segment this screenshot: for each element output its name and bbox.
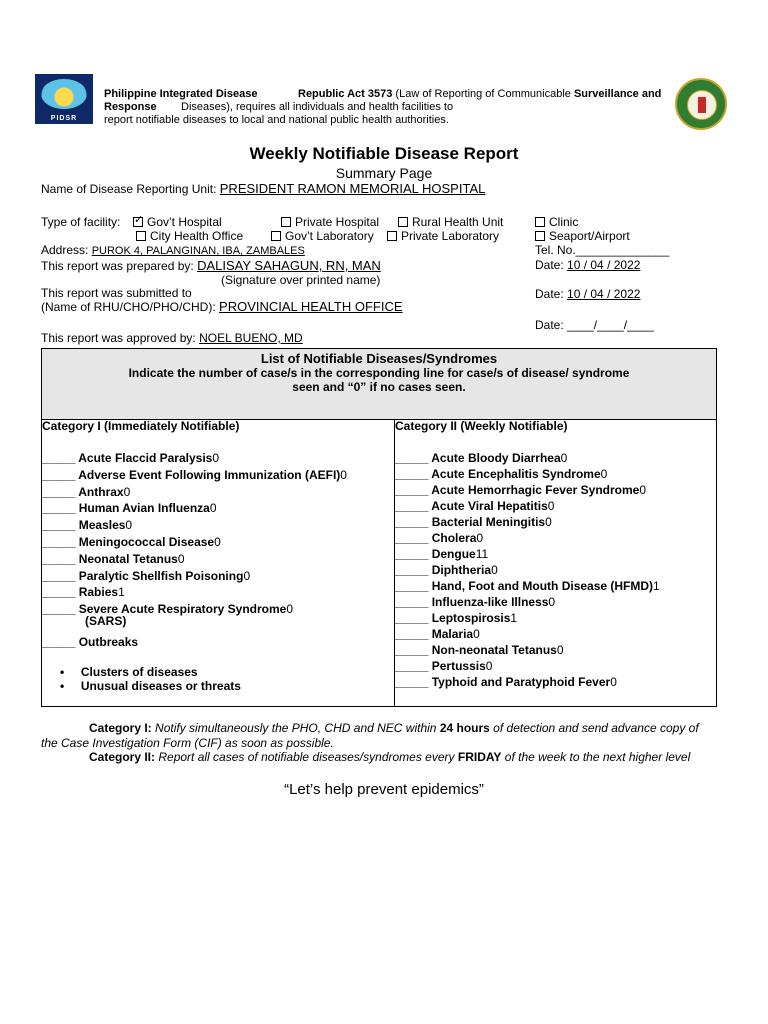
facility-private-laboratory[interactable] bbox=[387, 229, 499, 243]
doh-seal-icon bbox=[675, 78, 727, 130]
checkbox-icon[interactable] bbox=[136, 231, 146, 241]
disease-name: Dengue bbox=[431, 547, 476, 561]
case-count-blank[interactable]: _____ bbox=[395, 659, 429, 673]
case-count-blank[interactable]: _____ bbox=[395, 499, 429, 513]
prepared-by bbox=[41, 258, 381, 273]
case-count: 0 bbox=[123, 484, 131, 499]
disease-name: Rabies bbox=[78, 585, 119, 600]
submitted-to bbox=[41, 299, 403, 314]
disease-name: Neonatal Tetanus bbox=[78, 551, 178, 566]
pidsr-logo bbox=[35, 74, 93, 124]
prepared-by-label: This report was prepared by: bbox=[41, 259, 194, 273]
disease-name: Paralytic Shellfish Poisoning bbox=[78, 568, 244, 583]
outbreaks-blank[interactable]: _____ bbox=[42, 635, 76, 649]
date-submitted bbox=[535, 287, 640, 301]
category-2-note-label: Category II: bbox=[89, 750, 156, 764]
disease-name: Human Avian Influenza bbox=[78, 501, 210, 516]
case-count: 0 bbox=[212, 451, 220, 465]
case-count: 0 bbox=[639, 483, 647, 497]
disease-name: Acute Encephalitis Syndrome bbox=[431, 467, 601, 481]
case-count-blank[interactable]: _____ bbox=[395, 595, 429, 609]
case-count-blank[interactable]: _____ bbox=[395, 451, 429, 465]
approved-by-label: This report was approved by: bbox=[41, 331, 196, 345]
category-2-note-text-c: level bbox=[665, 750, 691, 764]
submitted-line1: This report was submitted to bbox=[41, 286, 192, 300]
disease-row bbox=[42, 535, 221, 549]
case-count-blank[interactable]: _____ bbox=[42, 585, 76, 600]
case-count-blank[interactable]: _____ bbox=[42, 602, 76, 617]
disease-name: Acute Flaccid Paralysis bbox=[78, 451, 213, 465]
reporting-unit-label: Name of Disease Reporting Unit: bbox=[41, 182, 217, 196]
date-prepared bbox=[535, 258, 640, 272]
list-instruction-2: seen and “0” if no cases seen. bbox=[292, 380, 466, 394]
disease-row bbox=[395, 611, 517, 625]
case-count: 0 bbox=[548, 595, 556, 609]
case-count-blank[interactable]: _____ bbox=[42, 484, 76, 499]
case-count: 0 bbox=[610, 675, 617, 689]
submitted-to-value: PROVINCIAL HEALTH OFFICE bbox=[219, 299, 403, 314]
approved-by bbox=[41, 331, 303, 345]
facility-rural-health-unit[interactable] bbox=[398, 215, 503, 229]
case-count: 1 bbox=[653, 579, 660, 593]
disease-name: Bacterial Meningitis bbox=[431, 515, 546, 529]
case-count: 1 bbox=[510, 611, 518, 625]
disease-row bbox=[42, 451, 219, 465]
disease-row bbox=[42, 569, 250, 583]
case-count-blank[interactable]: _____ bbox=[42, 535, 76, 549]
checkbox-icon[interactable] bbox=[387, 231, 397, 241]
bullet-item bbox=[60, 665, 198, 679]
case-count-blank[interactable]: _____ bbox=[395, 563, 429, 577]
reporting-unit bbox=[41, 181, 485, 196]
category-1-note bbox=[41, 721, 711, 751]
law-line3: report notifiable diseases to local and national public health authorities. bbox=[104, 114, 449, 126]
address bbox=[41, 243, 305, 257]
disease-name: Typhoid and Paratyphoid Fever bbox=[431, 675, 611, 689]
bullet-icon: • bbox=[60, 665, 81, 679]
case-count: 0 bbox=[209, 501, 217, 516]
case-count: 0 bbox=[560, 451, 568, 465]
disease-row bbox=[395, 499, 554, 513]
case-count-blank[interactable]: _____ bbox=[42, 467, 76, 482]
case-count: 0 bbox=[556, 643, 564, 657]
disease-row bbox=[395, 595, 555, 609]
disease-name: Leptospirosis bbox=[431, 611, 511, 625]
pidsr-emblem-icon bbox=[41, 79, 87, 109]
case-count-blank[interactable]: _____ bbox=[395, 531, 429, 545]
case-count-blank[interactable]: _____ bbox=[395, 547, 429, 561]
facility-govt-laboratory-label: Gov’t Laboratory bbox=[285, 229, 374, 243]
category-1-note-text-c: copy of the Case Investigation Form (CIF) as soon as possible. bbox=[41, 721, 699, 750]
page-title: Weekly Notifiable Disease Report bbox=[249, 144, 519, 163]
case-count: 0 bbox=[545, 515, 552, 529]
facility-seaport-airport[interactable] bbox=[535, 229, 630, 243]
facility-private-hospital[interactable] bbox=[281, 215, 379, 229]
case-count: 0 bbox=[473, 627, 480, 641]
sars-label: (SARS) bbox=[85, 614, 127, 628]
tel-no: Tel. No.______________ bbox=[535, 243, 670, 257]
disease-name: Non-neonatal Tetanus bbox=[431, 643, 557, 657]
date-prepared-value: 10 / 04 / 2022 bbox=[567, 258, 641, 272]
date-approved-value: ____/____/____ bbox=[567, 318, 654, 332]
disease-row bbox=[395, 563, 498, 577]
checkbox-icon[interactable] bbox=[398, 217, 408, 227]
category-1-note-text-a: Notify simultaneously the PHO, CHD and NEC within bbox=[155, 721, 437, 735]
bullet-item bbox=[60, 679, 241, 693]
disease-row bbox=[395, 515, 552, 529]
facility-seaport-airport-label: Seaport/Airport bbox=[549, 229, 630, 243]
disease-row bbox=[395, 643, 564, 657]
disease-name: Influenza-like Illness bbox=[431, 595, 549, 609]
category-1-note-bold: 24 hours bbox=[439, 721, 490, 735]
case-count-blank[interactable]: _____ bbox=[42, 568, 76, 583]
disease-name: Measles bbox=[78, 518, 126, 533]
facility-clinic-label: Clinic bbox=[549, 215, 579, 229]
case-count-blank[interactable]: _____ bbox=[42, 501, 76, 516]
case-count: 0 bbox=[547, 499, 555, 513]
signature-note: (Signature over printed name) bbox=[221, 273, 381, 287]
disease-row bbox=[395, 659, 492, 673]
facility-clinic[interactable] bbox=[535, 215, 578, 229]
case-count: 1 bbox=[118, 585, 125, 600]
bullet-icon: • bbox=[60, 679, 81, 693]
case-count-blank[interactable]: _____ bbox=[395, 643, 429, 657]
case-count-blank[interactable]: _____ bbox=[42, 518, 76, 533]
category-1-note-label: Category I: bbox=[89, 721, 152, 735]
case-count-blank[interactable]: _____ bbox=[395, 675, 429, 689]
date-label: Date: bbox=[535, 287, 564, 301]
case-count-blank[interactable]: _____ bbox=[395, 627, 429, 641]
disease-row bbox=[42, 585, 125, 599]
facility-private-hospital-label: Private Hospital bbox=[295, 215, 380, 229]
checkbox-checked-icon[interactable] bbox=[133, 217, 143, 227]
category-1-header: Category I (Immediately Notifiable) bbox=[42, 419, 240, 433]
checkbox-icon[interactable] bbox=[271, 231, 281, 241]
address-label: Address: bbox=[41, 243, 89, 257]
case-count: 0 bbox=[214, 535, 221, 549]
disease-row bbox=[42, 468, 347, 482]
case-count-blank[interactable]: _____ bbox=[395, 515, 429, 529]
disease-row bbox=[42, 501, 217, 515]
outbreaks-label: Outbreaks bbox=[78, 635, 139, 649]
case-count: 0 bbox=[485, 659, 493, 673]
disease-name: Hand, Foot and Mouth Disease (HFMD) bbox=[431, 579, 654, 593]
law-line2: Diseases), requires all individuals and health facilities to bbox=[181, 101, 454, 113]
disease-name: Diphtheria bbox=[431, 563, 492, 577]
disease-row bbox=[42, 485, 130, 499]
page-subtitle: Summary Page bbox=[335, 165, 433, 181]
checkbox-icon[interactable] bbox=[535, 217, 545, 227]
category-2-header: Category II (Weekly Notifiable) bbox=[395, 419, 568, 433]
case-count: 0 bbox=[243, 568, 251, 583]
case-count-blank[interactable]: _____ bbox=[395, 467, 429, 481]
org-name-line1: Philippine Integrated Disease bbox=[104, 88, 258, 100]
category-2-note-bold: FRIDAY bbox=[457, 750, 502, 764]
disease-name: Anthrax bbox=[78, 484, 124, 499]
facility-govt-hospital-label: Gov’t Hospital bbox=[147, 215, 222, 229]
case-count: 0 bbox=[600, 467, 608, 481]
list-title: List of Notifiable Diseases/Syndromes bbox=[260, 351, 498, 366]
law-title: Republic Act 3573 bbox=[298, 88, 393, 100]
facility-govt-laboratory[interactable] bbox=[271, 229, 374, 243]
facility-rural-health-unit-label: Rural Health Unit bbox=[412, 215, 504, 229]
disease-name: Acute Viral Hepatitis bbox=[431, 499, 548, 513]
disease-name: Acute Hemorrhagic Fever Syndrome bbox=[431, 483, 640, 497]
disease-name: Adverse Event Following Immunization (AEFI) bbox=[78, 467, 341, 482]
date-approved bbox=[535, 318, 654, 332]
disease-table bbox=[41, 348, 717, 707]
case-count: 0 bbox=[491, 563, 498, 577]
case-count-blank[interactable]: _____ bbox=[395, 579, 429, 593]
category-2-note-text-a: Report all cases of notifiable diseases/syndromes every bbox=[158, 750, 455, 764]
case-count-blank[interactable]: _____ bbox=[42, 551, 76, 566]
date-label: Date: bbox=[535, 318, 564, 332]
category-2-note bbox=[41, 750, 711, 765]
facility-city-health-office-label: City Health Office bbox=[150, 229, 244, 243]
case-count: 0 bbox=[125, 518, 133, 533]
category-2-note-text-b: of the week to the next higher bbox=[504, 750, 663, 764]
pidsr-logo-text: PIDSR bbox=[50, 115, 78, 122]
address-value: PUROK 4, PALANGINAN, IBA, ZAMBALES bbox=[91, 245, 305, 257]
bullet-text: Clusters of diseases bbox=[80, 665, 198, 679]
case-count-blank[interactable]: _____ bbox=[395, 611, 429, 625]
disease-row bbox=[395, 483, 646, 497]
date-submitted-value: 10 / 04 / 2022 bbox=[567, 287, 641, 301]
list-instruction-1: Indicate the number of case/s in the corresponding line for case/s of disease/ syndrome bbox=[128, 366, 630, 380]
slogan: “Let’s help prevent epidemics” bbox=[284, 781, 484, 798]
facility-city-health-office[interactable] bbox=[136, 229, 243, 243]
checkbox-icon[interactable] bbox=[281, 217, 291, 227]
category-1-note-text-b: of detection and send advance bbox=[493, 721, 657, 735]
disease-row bbox=[395, 547, 488, 561]
facility-private-laboratory-label: Private Laboratory bbox=[401, 229, 500, 243]
disease-row bbox=[395, 531, 483, 545]
disease-name: Acute Bloody Diarrhea bbox=[431, 451, 561, 465]
date-label: Date: bbox=[535, 258, 564, 272]
case-count-blank[interactable]: _____ bbox=[395, 483, 429, 497]
case-count: 11 bbox=[475, 547, 489, 561]
facility-govt-hospital[interactable] bbox=[133, 215, 222, 229]
checkbox-icon[interactable] bbox=[535, 231, 545, 241]
disease-row bbox=[395, 467, 607, 481]
disease-row bbox=[42, 552, 185, 566]
case-count: 0 bbox=[177, 551, 185, 566]
disease-name: Malaria bbox=[431, 627, 474, 641]
disease-name: Severe Acute Respiratory Syndrome bbox=[78, 602, 287, 617]
prepared-by-value: DALISAY SAHAGUN, RN, MAN bbox=[197, 258, 381, 273]
case-count: 0 bbox=[476, 531, 484, 545]
approved-by-value: NOEL BUENO, MD bbox=[199, 331, 303, 345]
law-desc1: (Law of Reporting of Communicable bbox=[395, 88, 571, 100]
reporting-unit-value: PRESIDENT RAMON MEMORIAL HOSPITAL bbox=[219, 181, 486, 196]
disease-name: Cholera bbox=[431, 531, 477, 545]
facility-label: Type of facility: bbox=[41, 215, 121, 229]
law-surveillance: Surveillance and bbox=[573, 88, 662, 100]
case-count: 0 bbox=[340, 467, 347, 482]
submitted-to-label: (Name of RHU/CHO/PHO/CHD): bbox=[41, 300, 216, 314]
outbreaks-row bbox=[42, 635, 138, 649]
disease-name: Meningococcal Disease bbox=[78, 535, 215, 549]
disease-name: Pertussis bbox=[431, 659, 486, 673]
law-line1 bbox=[298, 87, 661, 101]
case-count: 0 bbox=[286, 602, 294, 617]
disease-row bbox=[42, 518, 132, 532]
disease-row bbox=[395, 451, 567, 465]
case-count-blank[interactable]: _____ bbox=[42, 451, 76, 465]
disease-row bbox=[42, 602, 293, 616]
org-name-line2: Response bbox=[104, 101, 157, 113]
bullet-text: Unusual diseases or threats bbox=[80, 679, 241, 693]
disease-row bbox=[395, 579, 660, 593]
disease-row bbox=[395, 627, 480, 641]
disease-table-header bbox=[42, 349, 716, 420]
disease-row bbox=[395, 675, 617, 689]
